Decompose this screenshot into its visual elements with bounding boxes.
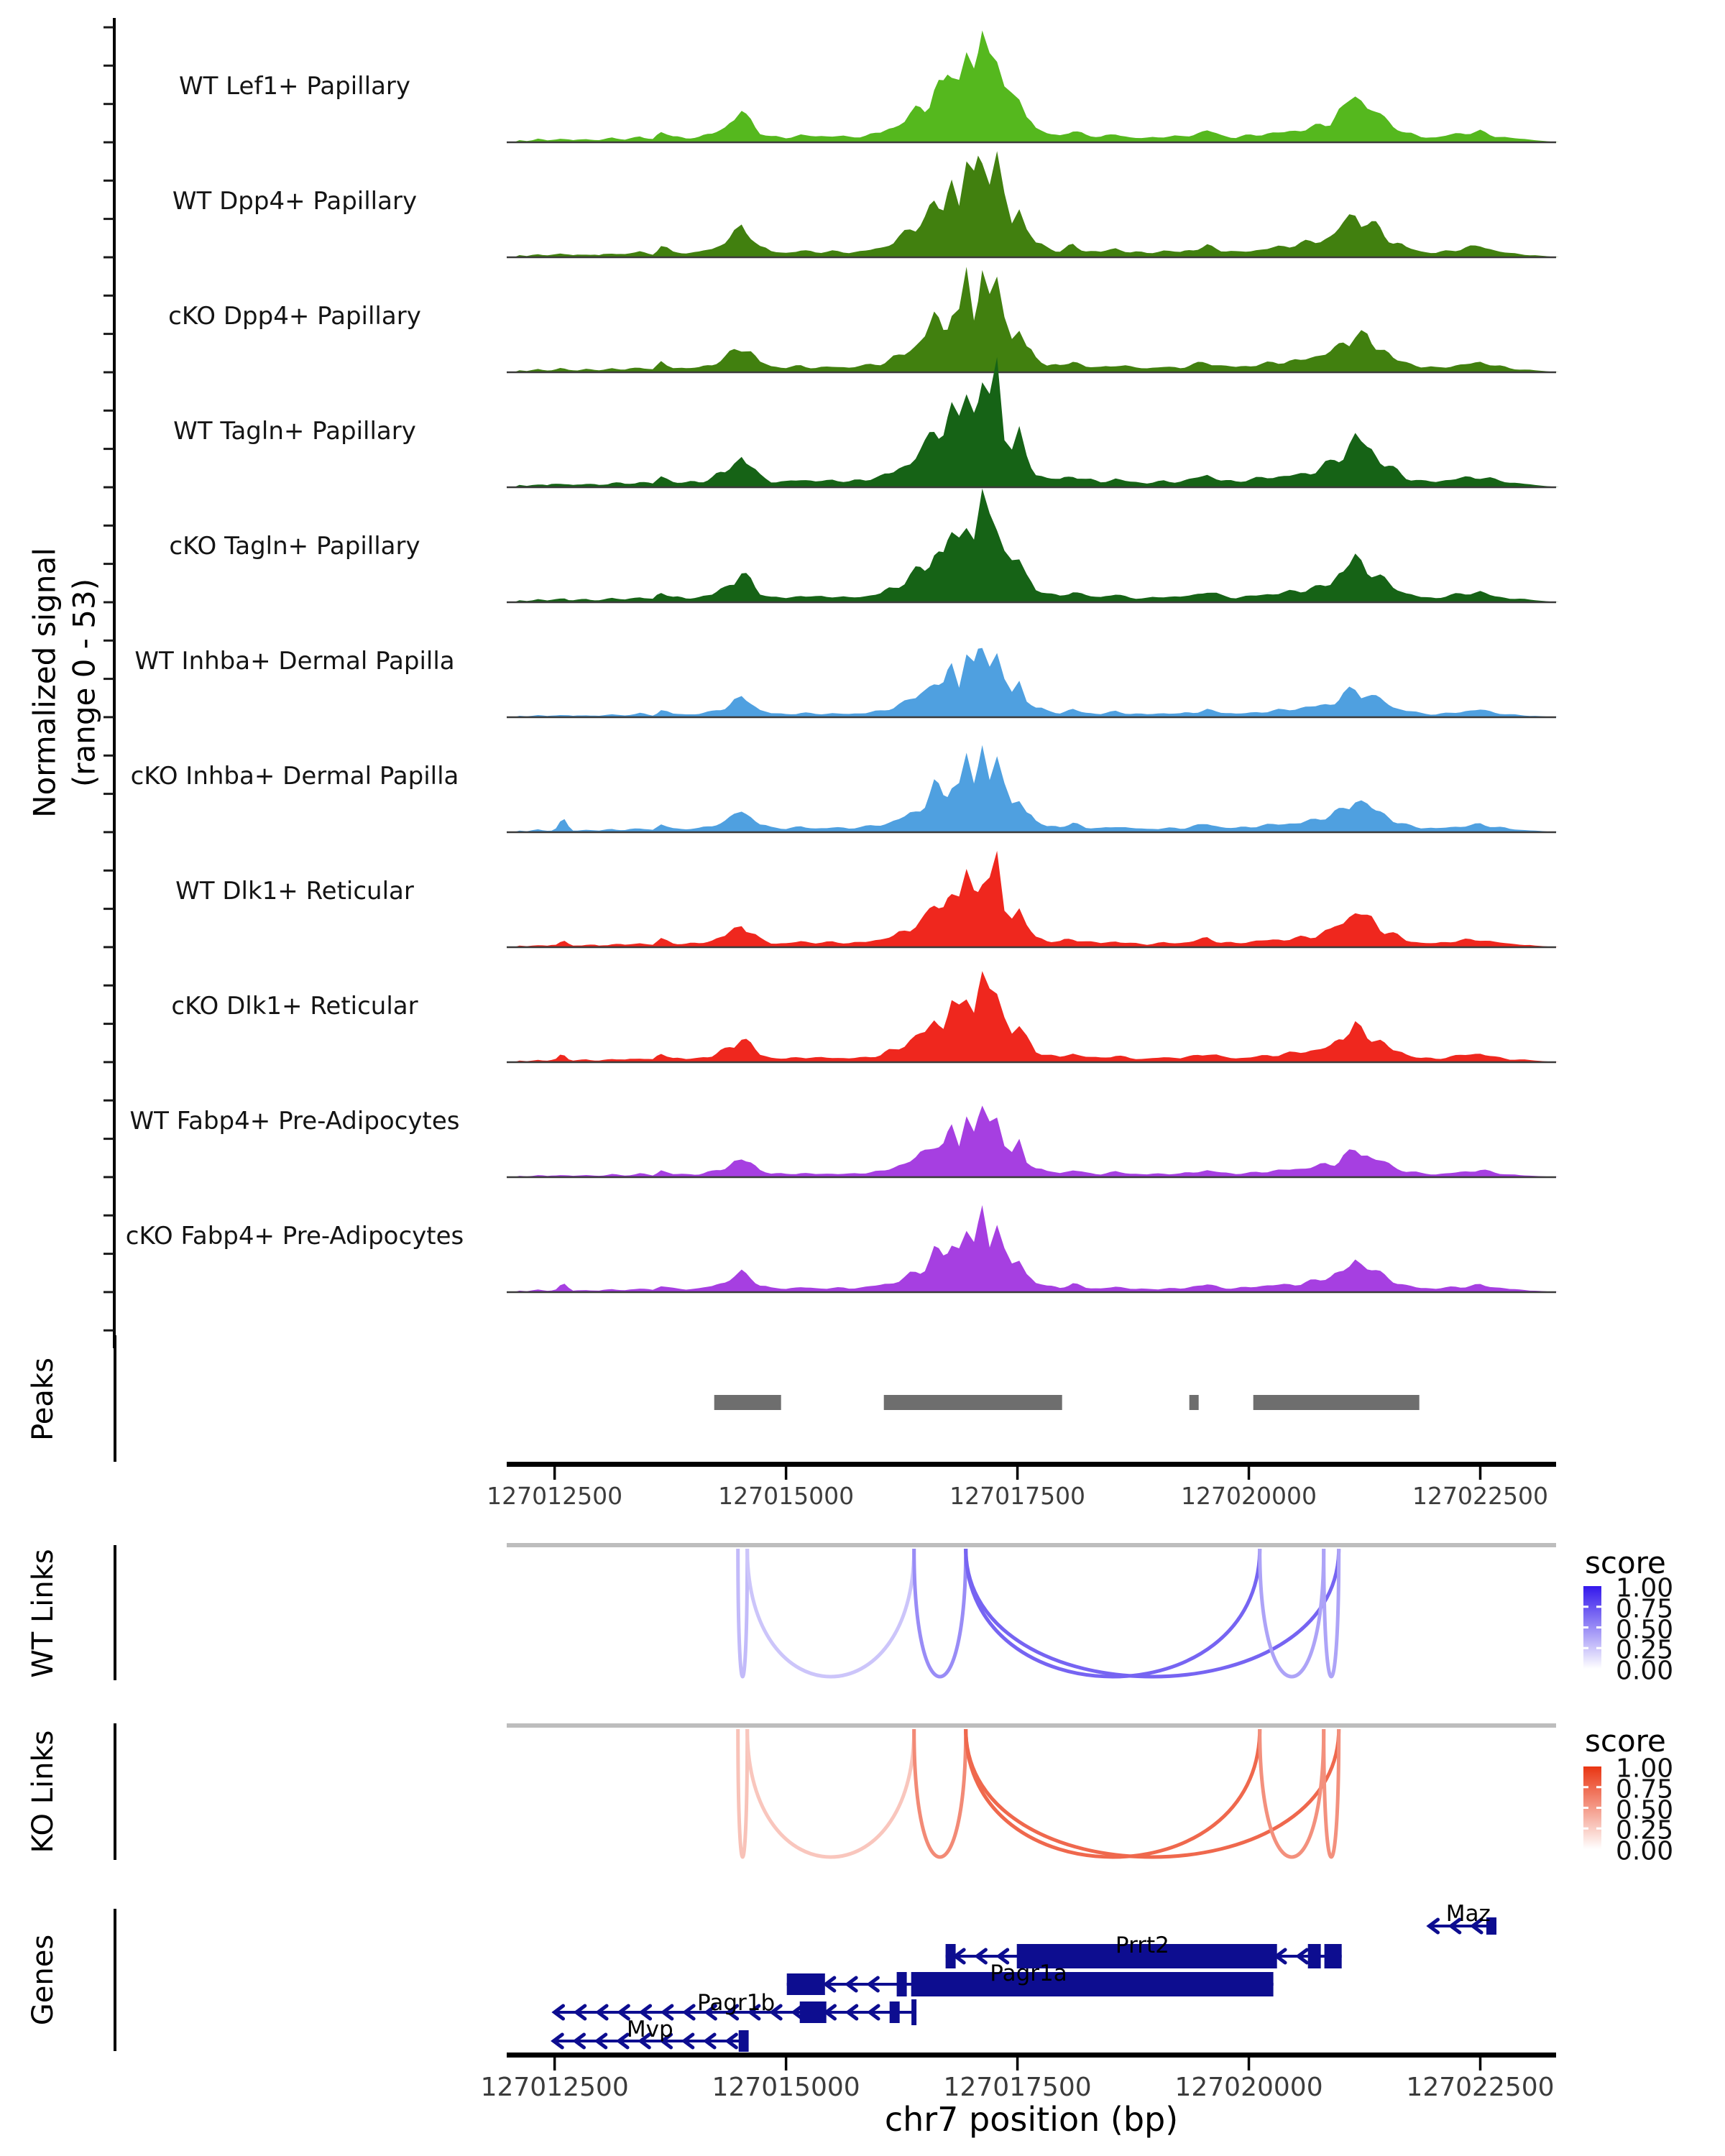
signal-area-track-6: [514, 745, 1559, 832]
y-axis-title-line1: Normalized signal: [27, 548, 63, 818]
gene-exon-Prrt2-2: [1308, 1944, 1321, 1968]
track-label-0: WT Lef1+ Papillary: [178, 72, 411, 101]
gene-exon-Pagr1b-0: [800, 2001, 827, 2023]
ko-link-arc-1: [748, 1729, 914, 1857]
wt-link-arc-4: [966, 1549, 1339, 1677]
gene-exon-Pagr1a-2: [911, 1972, 1274, 1996]
signal-area-track-1: [514, 151, 1559, 257]
ko-link-arc-3: [966, 1729, 1260, 1857]
wt-legend-value-1: 0.75: [1616, 1594, 1674, 1624]
axis1-tick-label-4: 127022500: [1412, 1482, 1548, 1510]
ko-score-legend-title: score: [1585, 1723, 1666, 1759]
signal-area-track-7: [514, 851, 1559, 947]
ko-link-arc-2: [914, 1729, 966, 1857]
peak-interval-0: [714, 1395, 781, 1410]
wt-links-panel-label: WT Links: [27, 1549, 60, 1678]
track-label-6: cKO Inhba+ Dermal Papilla: [130, 762, 459, 791]
gene-exon-Mvp-0: [739, 2030, 749, 2052]
peak-interval-2: [1190, 1395, 1199, 1410]
track-label-4: cKO Tagln+ Papillary: [169, 532, 420, 561]
wt-legend-value-3: 0.25: [1616, 1635, 1674, 1665]
ko-link-arc-5: [1260, 1729, 1324, 1857]
signal-area-track-2: [514, 267, 1559, 372]
track-label-3: WT Tagln+ Papillary: [173, 417, 416, 446]
track-label-1: WT Dpp4+ Papillary: [172, 187, 418, 216]
genes-panel-label: Genes: [27, 1934, 60, 2026]
gene-exon-Prrt2-3: [1325, 1944, 1342, 1968]
wt-score-legend-title: score: [1585, 1545, 1666, 1580]
track-label-5: WT Inhba+ Dermal Papilla: [134, 647, 455, 676]
signal-area-track-8: [514, 971, 1559, 1062]
peak-interval-3: [1254, 1395, 1420, 1410]
gene-label-Pagr1b: Pagr1b: [697, 1990, 776, 2016]
axis2-tick-label-2: 127017500: [943, 2073, 1092, 2102]
gene-exon-Pagr1a-1: [897, 1972, 907, 1996]
signal-area-track-9: [514, 1105, 1559, 1177]
ko-links-panel-label: KO Links: [27, 1730, 60, 1853]
wt-legend-value-2: 0.50: [1616, 1615, 1674, 1644]
track-label-7: WT Dlk1+ Reticular: [175, 877, 414, 906]
ko-legend-value-3: 0.25: [1616, 1815, 1674, 1846]
axis2-tick-label-3: 127020000: [1174, 2073, 1323, 2102]
wt-legend-value-4: 0.00: [1616, 1656, 1674, 1686]
peak-interval-1: [884, 1395, 1062, 1410]
ko-links-top-line: [507, 1723, 1556, 1728]
track-label-2: cKO Dpp4+ Papillary: [168, 302, 421, 331]
gene-exon-Pagr1b-1: [890, 2001, 900, 2023]
ko-legend-value-1: 0.75: [1616, 1774, 1674, 1805]
gene-label-Maz: Maz: [1445, 1901, 1491, 1927]
wt-link-arc-1: [748, 1549, 914, 1677]
track-label-8: cKO Dlk1+ Reticular: [171, 992, 418, 1021]
gene-label-Pagr1a: Pagr1a: [990, 1961, 1067, 1986]
axis2-line: [507, 2053, 1556, 2058]
gene-label-Prrt2: Prrt2: [1115, 1932, 1169, 1958]
ko-legend-value-4: 0.00: [1616, 1836, 1674, 1866]
ko-link-arc-4: [966, 1729, 1339, 1857]
ko-legend-value-2: 0.50: [1616, 1795, 1674, 1825]
wt-link-arc-5: [1260, 1549, 1324, 1677]
axis2-tick-label-1: 127015000: [712, 2073, 860, 2102]
signal-area-track-5: [514, 648, 1559, 717]
gene-exon-Prrt2-0: [946, 1944, 956, 1968]
wt-link-arc-3: [966, 1549, 1260, 1677]
axis1-tick-label-0: 127012500: [487, 1482, 623, 1510]
track-label-9: WT Fabp4+ Pre-Adipocytes: [129, 1107, 460, 1135]
signal-area-track-3: [514, 357, 1559, 487]
wt-link-arc-0: [738, 1549, 748, 1677]
wt-legend-value-0: 1.00: [1616, 1573, 1674, 1603]
axis1-tick-label-2: 127017500: [949, 1482, 1086, 1510]
axis2-tick-label-0: 127012500: [480, 2073, 629, 2102]
wt-links-top-line: [507, 1543, 1556, 1547]
signal-area-track-10: [514, 1205, 1559, 1292]
track-label-10: cKO Fabp4+ Pre-Adipocytes: [125, 1222, 464, 1250]
ko-link-arc-0: [738, 1729, 748, 1857]
wt-link-arc-2: [914, 1549, 966, 1677]
signal-area-track-0: [514, 30, 1559, 142]
axis2-tick-label-4: 127022500: [1406, 2073, 1555, 2102]
gene-exon-Pagr1b-2: [911, 1999, 916, 2025]
gene-exon-Pagr1a-0: [787, 1973, 825, 1995]
ko-legend-value-0: 1.00: [1616, 1754, 1674, 1784]
gene-label-Mvp: Mvp: [626, 2017, 673, 2042]
peaks-panel-label: Peaks: [27, 1358, 60, 1441]
x-axis-title: chr7 position (bp): [884, 2100, 1179, 2139]
signal-area-track-4: [514, 489, 1559, 602]
axis1-tick-label-3: 127020000: [1181, 1482, 1317, 1510]
axis1-tick-label-1: 127015000: [718, 1482, 855, 1510]
y-axis-title-line2: (range 0 - 53): [66, 578, 102, 788]
axis1-line: [507, 1462, 1556, 1467]
